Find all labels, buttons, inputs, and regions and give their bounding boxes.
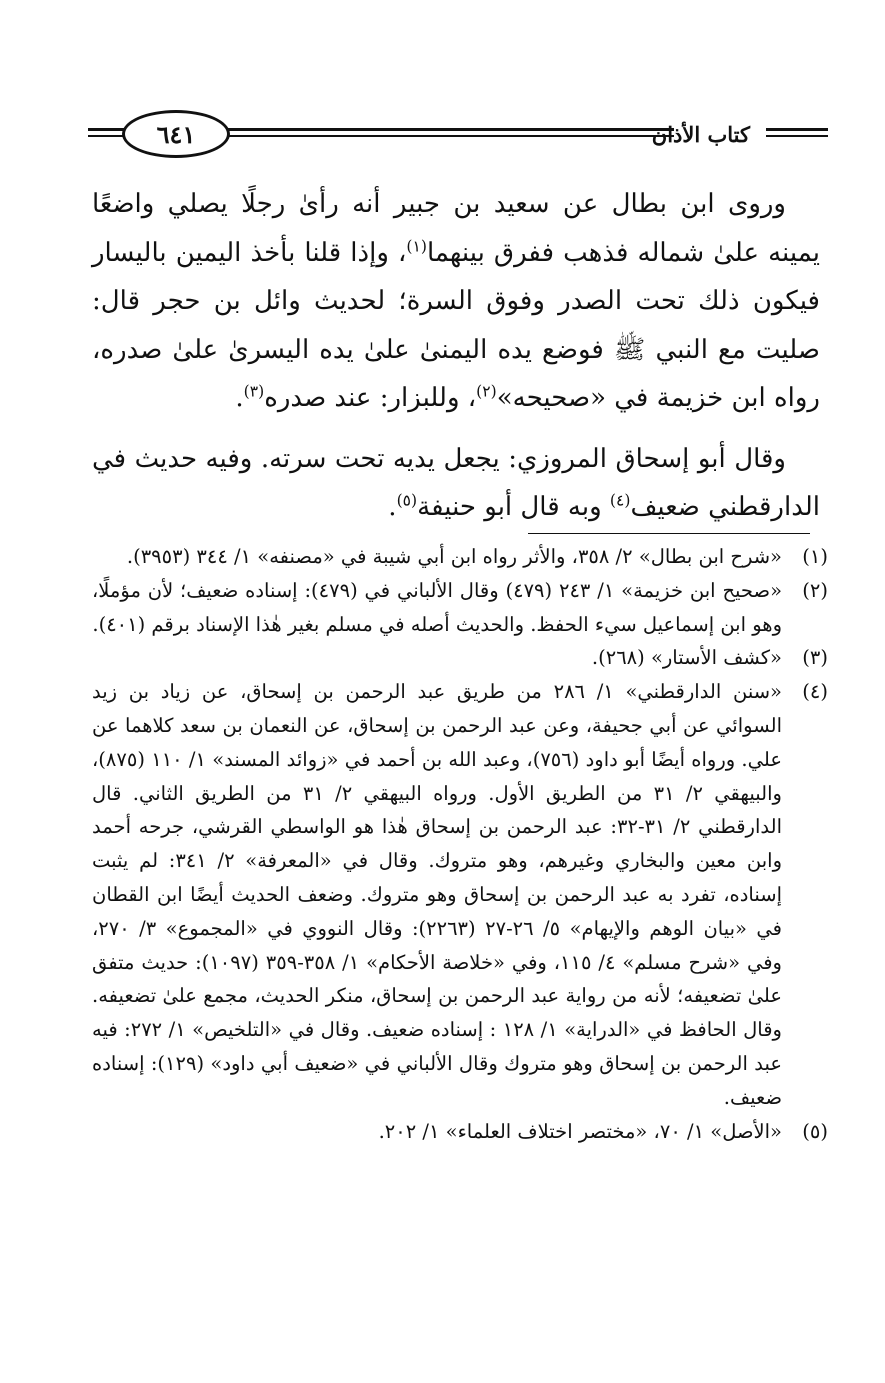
- footnote-marker: (٥): [396, 491, 418, 510]
- text-segment: وروى ابن بطال عن سعيد بن جبير أنه رأىٰ رجلًا يصلي واضعًا يمينه علىٰ شماله فذهب ففرق بينهما: [92, 189, 820, 268]
- footnote-4: [92, 675, 828, 1114]
- footnote-1: [92, 540, 828, 574]
- paragraph-1: [92, 180, 820, 423]
- footnote-marker: (٣): [243, 382, 265, 401]
- paragraph-2: [92, 435, 820, 532]
- text-segment: .: [235, 383, 244, 413]
- footnotes: [92, 540, 828, 1148]
- footnote-number: (٤): [802, 680, 828, 704]
- footnote-2: [92, 574, 828, 642]
- text-segment: وقال أبو إسحاق المروزي: يجعل يديه تحت سرته. وفيه حديث في الدارقطني ضعيف: [92, 443, 820, 522]
- header-rule-middle-top: [228, 128, 674, 131]
- footnote-5: [92, 1115, 828, 1149]
- footnote-marker: (١): [406, 236, 427, 255]
- footnote-text: «شرح ابن بطال» ٢/ ٣٥٨، والأثر رواه ابن أبي شيبة في «مصنفه» ١/ ٣٤٤ (٣٩٥٣).: [126, 545, 782, 568]
- footnote-marker: (٢): [476, 382, 497, 401]
- header-rule-left-top: [88, 128, 124, 131]
- chapter-title: كتاب الأذان: [651, 122, 750, 147]
- footnote-3: [92, 641, 828, 675]
- text-segment: وبه قال أبو حنيفة: [417, 492, 610, 522]
- footnote-text: «سنن الدارقطني» ١/ ٢٨٦ من طريق عبد الرحمن بن إسحاق، عن زياد بن زيد السوائي عن أبي جحيفة، وعن عبد الرحمن بن إسحاق، عن النعمان بن سعد كلاهما عن علي. ورواه أيضًا أبو داود (٧٥٦)، وعبد الله بن أحمد في «زوائد المسند» ١/ ١١٠ (٨٧٥)، والبيهقي ٢/ ٣١ من الطريق الأول. ورواه البيهقي ٢/ ٣١ من الطريق الثاني. قال الدارقطني ٢/ ٣١-٣٢: عبد الرحمن بن إسحاق هٰذا هو الواسطي القرشي، جرحه أحمد وابن معين والبخاري وغيرهم، وهو متروك. وقال في «المعرفة» ٢/ ٣٤١: لم يثبت إسناده، تفرد به عبد الرحمن بن إسحاق وهو متروك. وضعف الحديث أيضًا ابن القطان في «بيان الوهم والإيهام» ٥/ ٢٦-٢٧ (٢٢٦٣): وقال النووي في «المجموع» ٣/ ٢٧٠، وفي «شرح مسلم» ٤/ ١١٥، وفي «خلاصة الأحكام» ١/ ٣٥٨-٣٥٩ (١٠٩٧): حديث متفق علىٰ تضعيفه؛ لأنه من رواية عبد الرحمن بن إسحاق، منكر الحديث، مجمع علىٰ تضعيفه. وقال الحافظ في «الدراية» ١/ ١٢٨ : إسناده ضعيف. وقال في «التلخيص» ١/ ٢٧٢: فيه عبد الرحمن بن إسحاق وهو متروك وقال الألباني في «ضعيف أبي داود» (١٢٩): إسناده ضعيف.: [92, 680, 783, 1109]
- text-segment: .: [388, 492, 397, 522]
- text-segment: ، وإذا قلنا بأخذ اليمين باليسار فيكون ذلك تحت الصدر وفوق السرة؛ لحديث وائل بن حجر قال: صليت مع النبي ﷺ فوضع يده اليمنىٰ علىٰ يده اليسرىٰ علىٰ صدره، رواه ابن خزيمة في «صحيحه»: [92, 237, 820, 413]
- header-rule-right-bottom: [766, 135, 828, 137]
- footnote-marker: (٤): [609, 491, 631, 510]
- footnote-text: «كشف الأستار» (٢٦٨).: [591, 646, 782, 670]
- footnote-number: (٥): [802, 1119, 828, 1143]
- footnote-number: (٢): [802, 578, 828, 602]
- header-rule-middle-bottom: [228, 135, 674, 137]
- footnote-text: «صحيح ابن خزيمة» ١/ ٢٤٣ (٤٧٩) وقال الألباني في (٤٧٩): إسناده ضعيف؛ لأن مؤملًا، وهو ابن إسماعيل سيء الحفظ. والحديث أصله في مسلم بغير هٰذا الإسناد برقم (٤٠١).: [92, 578, 782, 636]
- header-rule-left-bottom: [88, 135, 124, 137]
- footnote-text: «الأصل» ١/ ٧٠، «مختصر اختلاف العلماء» ١/ ٢٠٢.: [378, 1119, 782, 1143]
- footnote-number: (١): [802, 545, 828, 568]
- footnote-number: (٣): [802, 646, 828, 670]
- page-header: [88, 108, 828, 162]
- header-rule-right-top: [766, 128, 828, 131]
- page-number: ٦٤١: [122, 110, 230, 158]
- footnote-divider: [528, 533, 810, 534]
- main-text: [92, 180, 820, 532]
- text-segment: ، وللبزار: عند صدره: [264, 383, 477, 413]
